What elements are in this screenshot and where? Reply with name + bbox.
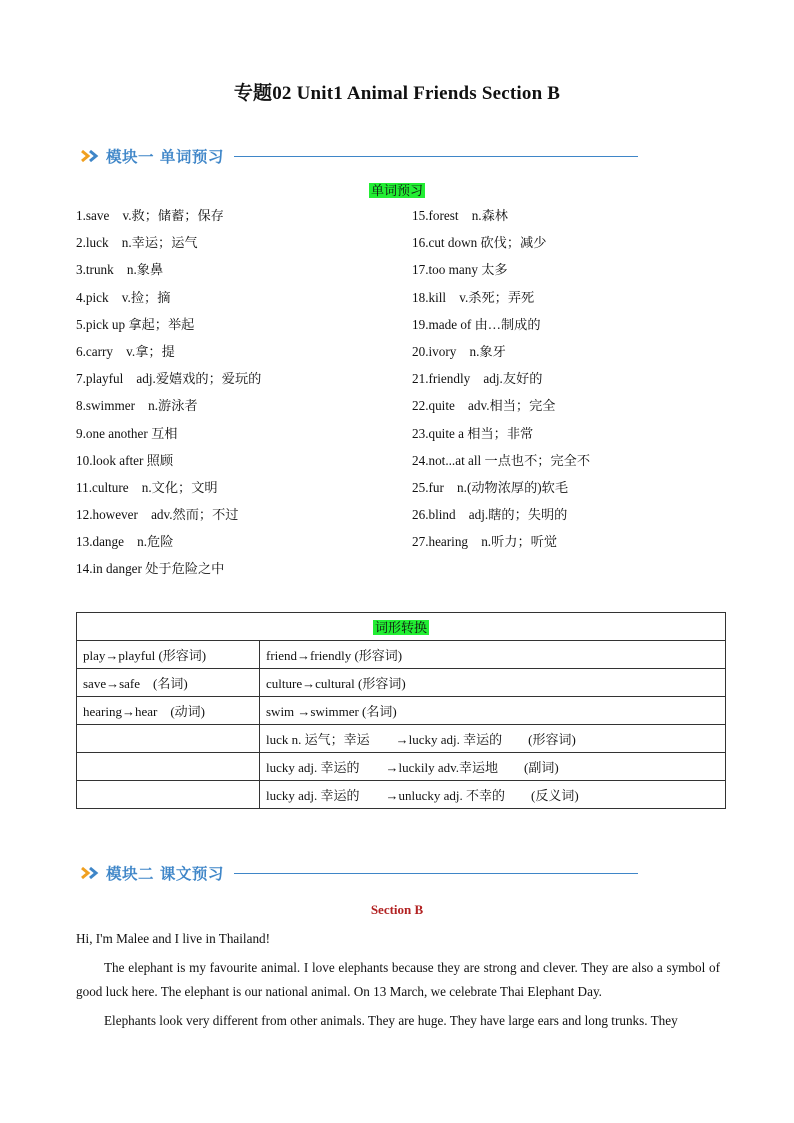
word-form-right-cell: friend→friendly (形容词)	[260, 641, 726, 669]
double-chevron-icon	[80, 149, 102, 163]
vocab-item: 18.kill v.杀死；弄死	[412, 289, 535, 305]
vocab-item: 5.pick up 拿起；举起	[76, 316, 195, 332]
vocab-item: 24.not...at all 一点也不；完全不	[412, 452, 591, 468]
vocab-item: 14.in danger 处于危险之中	[76, 561, 225, 577]
word-form-right-cell: culture→cultural (形容词)	[260, 669, 726, 697]
vocab-item: 27.hearing n.听力；听觉	[412, 534, 558, 550]
passage-paragraph-2: Elephants look very different from other animals. They are huge. They have large ears and long trunks. They	[104, 1013, 678, 1028]
word-form-right-cell: swim →swimmer (名词)	[260, 697, 726, 725]
module-two-title: 模块二 课文预习	[106, 865, 224, 883]
passage-paragraph-1: The elephant is my favourite animal. I love elephants because they are strong and clever. They are also a symbol of good luck here. The elephant is our national animal. On 13 March, we celebrate Thai Elephant Day.	[76, 960, 720, 999]
vocab-item: 12.however adv.然而；不过	[76, 507, 239, 523]
word-form-right-cell: luck n. 运气；幸运 →lucky adj. 幸运的 (形容词)	[260, 725, 726, 753]
module-divider	[234, 156, 638, 157]
vocab-item: 2.luck n.幸运；运气	[76, 235, 198, 251]
vocab-item: 4.pick v.捡；摘	[76, 289, 171, 305]
word-form-header	[77, 613, 726, 641]
vocab-item: 16.cut down 砍伐；减少	[412, 235, 547, 251]
vocab-item: 3.trunk n.象鼻	[76, 262, 164, 278]
module-two-header	[80, 863, 638, 883]
word-form-left-cell	[77, 781, 260, 809]
vocab-item: 1.save v.救；储蓄；保存	[76, 208, 224, 223]
word-form-left-cell: save→safe (名词)	[77, 669, 260, 697]
vocab-item: 7.playful adj.爱嬉戏的；爱玩的	[76, 371, 262, 387]
vocab-list-left	[76, 205, 261, 586]
vocab-item: 10.look after 照顾	[76, 452, 174, 468]
vocab-item: 25.fur n.(动物浓厚的)软毛	[412, 479, 569, 495]
vocab-item: 8.swimmer n.游泳者	[76, 398, 198, 414]
vocab-item: 15.forest n.森林	[412, 208, 508, 223]
vocab-item: 6.carry v.拿；提	[76, 343, 175, 359]
word-form-right-cell: lucky adj. 幸运的 →unlucky adj. 不幸的 (反义词)	[260, 781, 726, 809]
module-one-title: 模块一 单词预习	[106, 148, 224, 166]
word-form-left-cell: play→playful (形容词)	[77, 641, 260, 669]
word-form-left-cell: hearing→hear (动词)	[77, 697, 260, 725]
double-chevron-icon	[80, 866, 102, 880]
word-form-label: 词形转换	[374, 620, 427, 635]
module-one-header	[80, 146, 638, 166]
passage-section-title: Section B	[370, 902, 424, 917]
word-form-right-cell: lucky adj. 幸运的 →luckily adv.幸运地 (副词)	[260, 753, 726, 781]
vocab-item: 19.made of 由…制成的	[412, 316, 541, 332]
vocab-item: 13.dange n.危险	[76, 534, 174, 550]
word-form-row	[77, 697, 726, 725]
vocab-item: 23.quite a 相当；非常	[412, 425, 534, 441]
word-form-left-cell	[77, 725, 260, 753]
page-title: 专题02 Unit1 Animal Friends Section B	[233, 83, 561, 104]
vocab-item: 20.ivory n.象牙	[412, 343, 506, 359]
module-divider	[234, 873, 638, 874]
word-form-left-cell	[77, 753, 260, 781]
vocab-item: 17.too many 太多	[412, 262, 508, 278]
vocab-item: 21.friendly adj.友好的	[412, 371, 543, 387]
vocab-item: 26.blind adj.瞎的；失明的	[412, 507, 568, 523]
word-form-table	[76, 612, 726, 809]
passage-greeting: Hi, I'm Malee and I live in Thailand!	[76, 931, 271, 946]
vocab-label: 单词预习	[370, 183, 423, 198]
vocab-item: 22.quite adv.相当；完全	[412, 398, 556, 414]
vocab-list-right	[412, 205, 590, 558]
word-form-row	[77, 641, 726, 669]
word-form-row	[77, 725, 726, 753]
vocab-item: 11.culture n.文化；文明	[76, 479, 218, 495]
vocab-item: 9.one another 互相	[76, 425, 178, 441]
word-form-row	[77, 753, 726, 781]
word-form-row	[77, 781, 726, 809]
word-form-row	[77, 669, 726, 697]
vocab-label-wrap	[0, 180, 794, 199]
